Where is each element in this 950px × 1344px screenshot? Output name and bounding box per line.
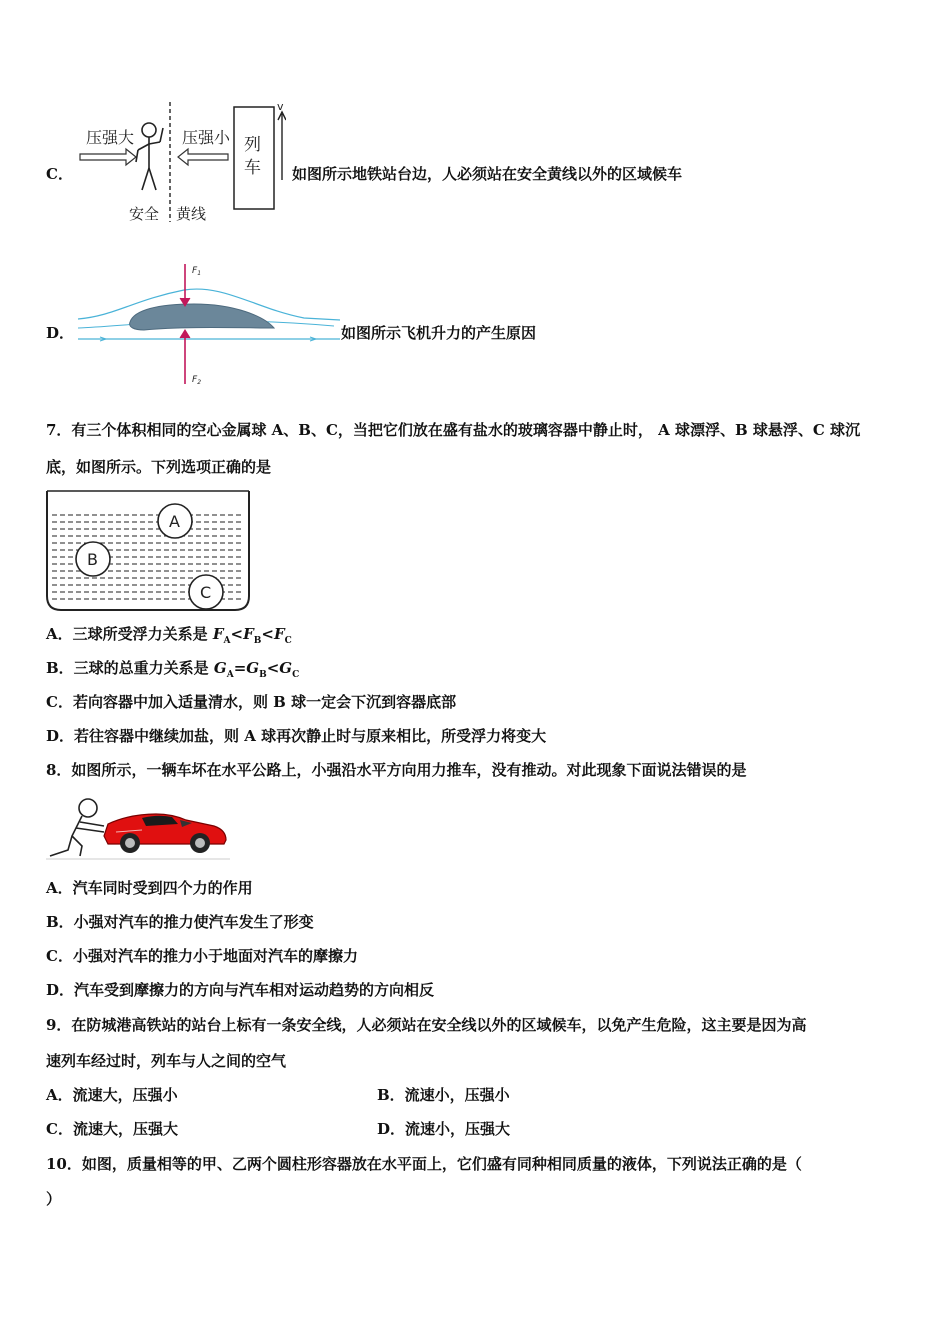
q6-option-c-text: 如图所示地铁站台边，人必须站在安全黄线以外的区域候车 [292,165,683,183]
q6-option-d-label: D． [46,324,75,342]
operator: < [230,625,244,643]
q9-stem-line2: 速列车经过时，列车与人之间的空气 [46,1052,287,1070]
high-pressure-label: 压强大 [86,128,135,147]
operator: = [233,659,247,677]
svg-text:F2 [192,375,201,386]
symbol-g: G [279,659,293,677]
symbol-g: G [246,659,260,677]
ball-c-label: C [200,583,212,602]
q8-option-a: A．汽车同时受到四个力的作用 [46,879,253,897]
subscript: B [253,636,262,646]
f2-subscript: 2 [197,379,202,386]
q7-option-d: D．若往容器中继续加盐，则 A 球再次静止时与原来相比，所受浮力将变大 [46,727,547,745]
f2-label: F [192,375,198,385]
q7-option-c: C．若向容器中加入适量清水，则 B 球一定会下沉到容器底部 [46,693,457,711]
q8-option-c: C．小强对汽车的推力小于地面对汽车的摩擦力 [46,947,358,965]
q9-stem-line1: 9．在防城港高铁站的站台上标有一条安全线，人必须站在安全线以外的区域候车，以免产生危险，这主要是因为高 [46,1016,807,1034]
ball-a-label: A [169,512,180,531]
symbol-g: G [213,659,227,677]
operator: < [261,625,274,643]
symbol-f: F [243,625,254,643]
subscript: B [259,670,267,680]
person-figure [136,123,163,190]
right-arrow-icon [80,149,136,165]
f1-label: F [192,266,198,276]
yellow-line-label: 黄线 [176,205,207,223]
ball-b-label: B [87,550,98,569]
subscript: C [292,670,300,680]
subscript: C [284,636,292,646]
q7-option-a [46,624,292,651]
pushing-car-figure [46,796,230,862]
q9-option-c: C．流速大，压强大 [46,1120,178,1138]
q6-option-c-label: C． [46,165,73,183]
train-char-1: 列 [244,135,261,155]
subway-platform-figure [76,100,286,226]
person-pushing-figure [50,799,104,856]
up-arrow-icon [180,330,190,338]
subscript: A [226,670,234,680]
subscript: A [223,636,231,646]
wing-shape [130,304,274,330]
svg-text:F1 [192,266,201,277]
q9-option-d: D．流速小，压强大 [377,1120,511,1138]
q9-option-b: B．流速小，压强小 [377,1086,510,1104]
red-car [104,814,226,853]
f1-subscript: 1 [197,270,202,277]
safety-label: 安全 [129,205,160,223]
left-arrow-icon [178,149,228,165]
train-char-2: 车 [244,158,261,178]
q7-option-b-prefix: B．三球的总重力关系是 [46,659,214,677]
airplane-wing-figure [74,260,342,388]
q7-stem-line2: 底，如图所示。下列选项正确的是 [46,458,272,476]
velocity-label: v [277,100,284,113]
q7-option-b [46,658,299,685]
symbol-f: F [273,625,285,643]
symbol-f: F [212,625,224,643]
q9-option-a: A．流速大，压强小 [46,1086,178,1104]
q7-option-a-prefix: A．三球所受浮力关系是 [46,625,213,643]
q8-option-d: D．汽车受到摩擦力的方向与汽车相对运动趋势的方向相反 [46,981,435,999]
q6-option-d-text: 如图所示飞机升力的产生原因 [341,324,537,342]
floating-balls-figure [44,488,252,616]
q7-stem-line1: 7．有三个体积相同的空心金属球 A、B、C，当把它们放在盛有盐水的玻璃容器中静止时， A 球漂浮、B 球悬浮、C 球沉 [46,421,861,439]
low-pressure-label: 压强小 [182,128,231,147]
q10-stem-line1: 10．如图，质量相等的甲、乙两个圆柱形容器放在水平面上，它们盛有同种相同质量的液体，下列说法正确的是（ [46,1155,802,1173]
operator: < [266,659,280,677]
q8-option-b: B．小强对汽车的推力使汽车发生了形变 [46,913,314,931]
q8-stem: 8．如图所示，一辆车坏在水平公路上，小强沿水平方向用力推车，没有推动。对此现象下面说法错误的是 [46,761,747,779]
q10-stem-line2: ） [46,1190,62,1208]
